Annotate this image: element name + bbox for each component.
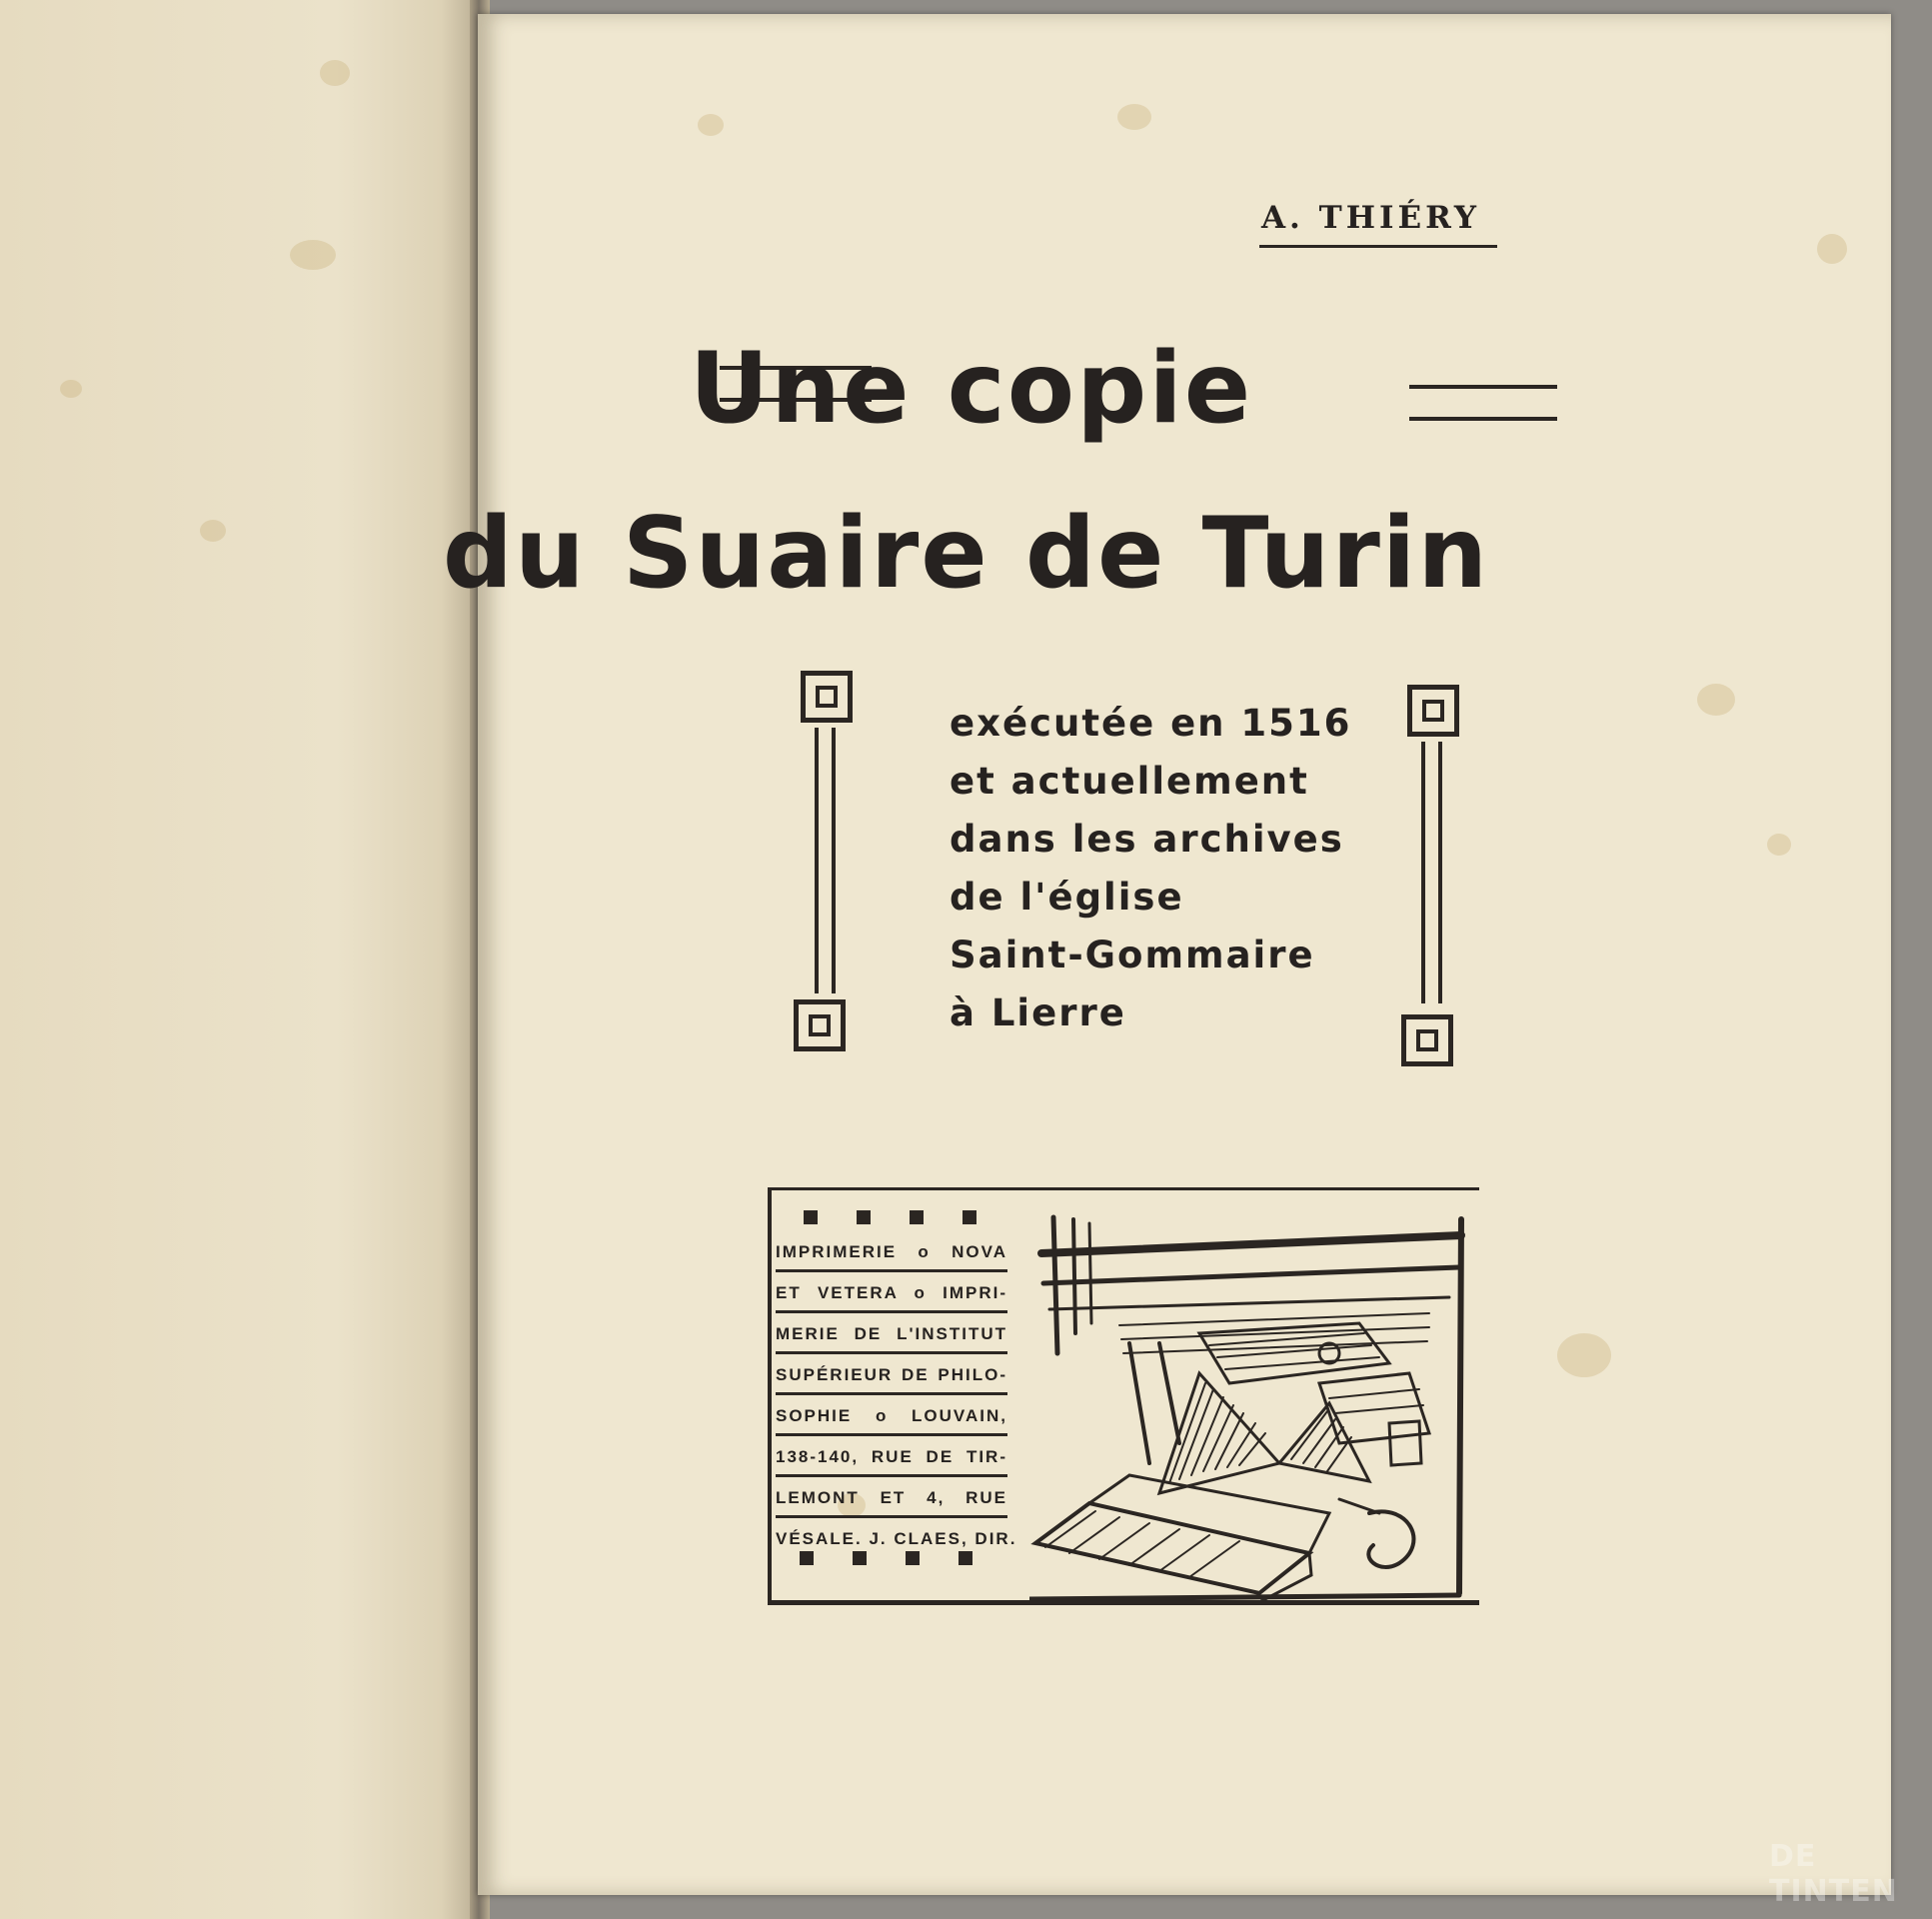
ornament-bar [815, 728, 819, 993]
ornament-square-icon [1407, 685, 1459, 737]
foxing-spot [698, 114, 724, 136]
ornament-bar [832, 728, 836, 993]
author-underline [1259, 245, 1497, 248]
left-page [0, 0, 480, 1919]
subtitle-line: et actuellement [950, 760, 1309, 803]
title-line-2: du Suaire de Turin [442, 497, 1490, 611]
imprint-line: VÉSALE. J. CLAES, DIR. [776, 1529, 1017, 1548]
foxing-spot [290, 240, 336, 270]
subtitle-line: de l'église [950, 876, 1184, 919]
imprint-line: LEMONT ET 4, RUE [776, 1477, 1007, 1518]
ornament-square-icon [794, 999, 846, 1051]
ornament-bar [1438, 742, 1442, 1003]
imprint-square-icon [857, 1210, 871, 1224]
imprint-line: 138-140, RUE DE TIR- [776, 1436, 1007, 1477]
imprint-line: SUPÉRIEUR DE PHILO- [776, 1354, 1007, 1395]
imprint-square-icon [804, 1210, 818, 1224]
foxing-spot [320, 60, 350, 86]
subtitle-line: exécutée en 1516 [950, 702, 1352, 745]
imprint-square-icon [963, 1210, 976, 1224]
ornament-square-icon [801, 671, 853, 723]
imprint-line: MERIE DE L'INSTITUT [776, 1313, 1007, 1354]
foxing-spot [1557, 1333, 1611, 1377]
foxing-spot [1767, 834, 1791, 856]
subtitle-block [950, 695, 1351, 1042]
imprint-line: IMPRIMERIE o NOVA [776, 1231, 1007, 1272]
imprint-line: SOPHIE o LOUVAIN, [776, 1395, 1007, 1436]
subtitle-line: Saint-Gommaire [950, 934, 1315, 976]
imprint-line: ET VETERA o IMPRI- [776, 1272, 1007, 1313]
author-name: A. THIÉRY [1261, 200, 1481, 236]
subtitle-line: dans les archives [950, 818, 1344, 861]
imprint-square-icon [910, 1210, 924, 1224]
ornament-square-icon [1401, 1014, 1453, 1066]
foxing-spot [1817, 234, 1847, 264]
title-line-1: Une copie [689, 332, 1253, 446]
foxing-spot [1117, 104, 1151, 130]
foxing-spot [1697, 684, 1735, 716]
subtitle-line: à Lierre [950, 991, 1126, 1034]
ornament-bar [1421, 742, 1425, 1003]
woodcut-books-illustration [1029, 1213, 1469, 1603]
watermark: DE TINTEN [1769, 1839, 1898, 1909]
printer-imprint [776, 1231, 1017, 1556]
